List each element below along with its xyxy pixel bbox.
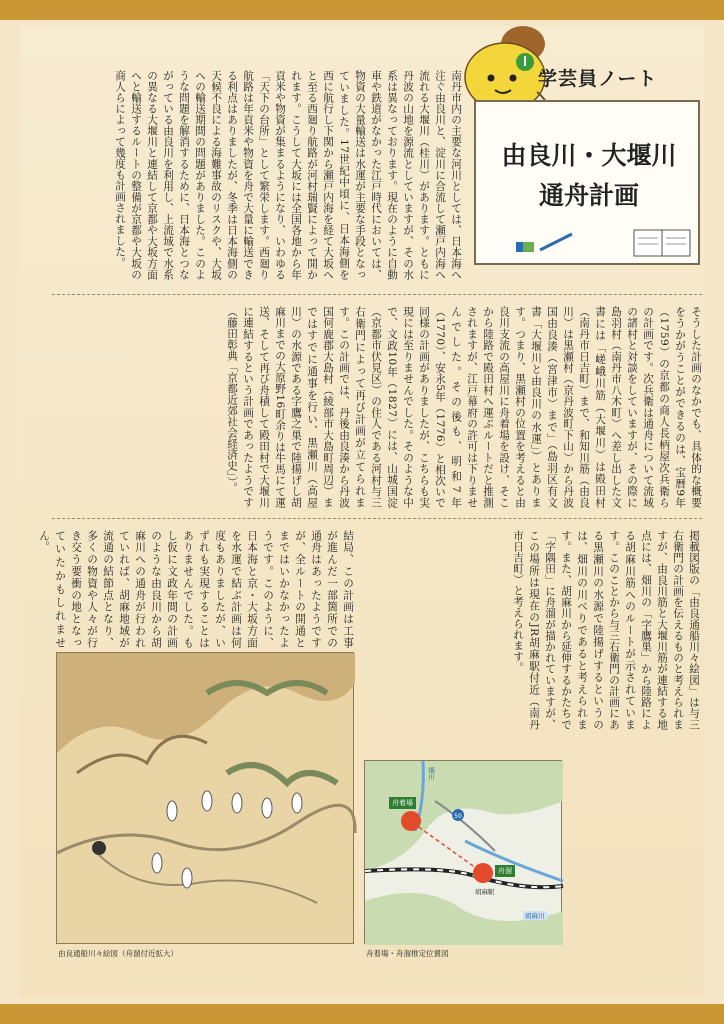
historic-map-figure — [56, 652, 354, 944]
row-divider-1 — [52, 294, 702, 295]
top-band — [0, 0, 724, 20]
eraser-pen-icon — [514, 230, 574, 258]
article-block-1: 南丹市内の主要な河川としては、日本海へ注ぐ由良川と、淀川に合流して瀬戸内海へ流れる大堰川（桂川）があります。ともに丹波の山地を源流としていますが、その水系は異なっております。現在のように自動車や鉄道がなかった江戸時代においては、物資の大量輸送は水運が主要な手段となっていました。17世紀中頃に、日本海側を西に航行し下関から瀬戸内海を経て大坂へと至る西廻り航路が河村瑞賢によって開かれます。こうして大坂には全国各地から年貢米や物資が集まるようになり、いわゆる「天下の台所」として繁栄します。西廻り航路は年貢米や物資を舟で大量に輸送できる利点はありましたが、冬季は日本海側の天候不良による海難事故のリスクや、大坂への輸送期間の問題がありました。このような問題を解消するために、日本海とつながっている由良川を利用し、上流域で水系の異なる大堰川と連結して京都や大坂方面へと輸送するルートの整備が京都や大坂の商人らによって幾度も計画されました。 — [114, 70, 462, 280]
map-caption: 由良通船川々絵図（舟溜付近拡大） — [58, 949, 178, 958]
row-divider-2 — [52, 518, 702, 519]
pool-label: 舟溜 — [495, 865, 515, 877]
bottom-band — [0, 1004, 724, 1024]
locator-map-figure — [364, 760, 562, 944]
notebook-icon — [576, 224, 696, 262]
title-line-1: 由良川・大堰川 — [501, 141, 677, 170]
header-label: 学芸員ノート — [538, 68, 658, 90]
river-goma-label: 胡麻川 — [525, 912, 545, 920]
article-block-2: そうした計画のなかでも、具体的な概要をうかがうことができるのは、宝暦9年（1759）の京都の商人長柄屋次兵衛らの計画です。次兵衛は通舟について流域の諸村と対談をしていますが、その際に島羽村（南丹市八木町）へ差し出した文書には「嵯峨川筋（大堰川）は殿田村（南丹市日吉町）まで、和知川筋（由良川）は黒瀬村（京丹波町下山）から丹波国由良湊（宮津市）まで」（島羽区有文書「大堰川と由良川の水運」）とあります。つまり、黒瀬村の位置を考えると由良川支流の高屋川に舟着場を設け、そこから陸路で殿田村へ運ぶルートだと推測されますが、江戸幕府の許可は下りませんでした。その後も、明和7年（1770）、安永5年（1776）と相次いで同様の計画がありましたが、こちらも実現には至りませんでした。そのような中で、文政10年（1827）には、山城国淀（京都市伏見区）の住人である河村与三右衛門によって再び計画が立てられます。この計画では、丹後由良湊から丹波国何鹿郡大島村（綾部市大島町周辺）まではすでに通事を行い、黒瀬川（高屋川）の水源である字鷹之巣で陸揚げし胡麻川までの大原野16町余りは牛馬にて運送、そして再び舟積して殿田村で大堰川に連結するという計画であったようです（藤田彰典「京都近郊社会経済史」）。 — [226, 306, 702, 508]
locator-caption: 舟着場・舟溜推定位置図 — [366, 949, 449, 958]
river-hata-label: 畑川 — [427, 767, 435, 780]
pool-marker — [473, 863, 493, 883]
route-number: 50 — [454, 813, 462, 820]
landing-label: 舟着場 — [389, 797, 416, 809]
title-line-2: 通舟計画 — [538, 181, 639, 210]
title-card — [474, 100, 700, 265]
article-block-3a: 掲載図版の「由良通船川々絵図」は与三右衛門の計画を伝えるものと考えられますが、由良川筋と大堰川筋が連結する地点には、畑川の「字鷹巣」から陸路による胡麻川筋へのルートが示されています。このことから与三右衛門の計画にある黒瀬川の水源で陸揚げするというのは、畑川の川べりであると考えられます。また、胡麻川から延伸するかたちで「字隅田」に舟溜が描かれていますが、この場所は現在のJR胡麻駅付近（南丹市日吉町）と考えられます。 — [512, 530, 700, 730]
article-block-3b: 結局、この計画は工事が進んだ一部箇所での通舟はあったようですが、全ルートの開通とまではいかなかったようです。このように、日本海と京・大坂方面を水運で結ぶ計画は何度もありましたが、いずれも実現することはありませんでした。もし仮に文政年間の計画のような由良川から胡麻川への通舟が行われていれば、胡麻地域が流通の結節点となり、多くの物資や人々が行き交う要衝の地となっていたかもしれません。 — [38, 530, 354, 648]
historic-map-image — [57, 653, 355, 945]
landing-marker — [401, 811, 421, 831]
page-title — [482, 136, 696, 216]
article-block-3c — [568, 760, 702, 944]
station-label: 胡麻駅 — [475, 888, 495, 896]
